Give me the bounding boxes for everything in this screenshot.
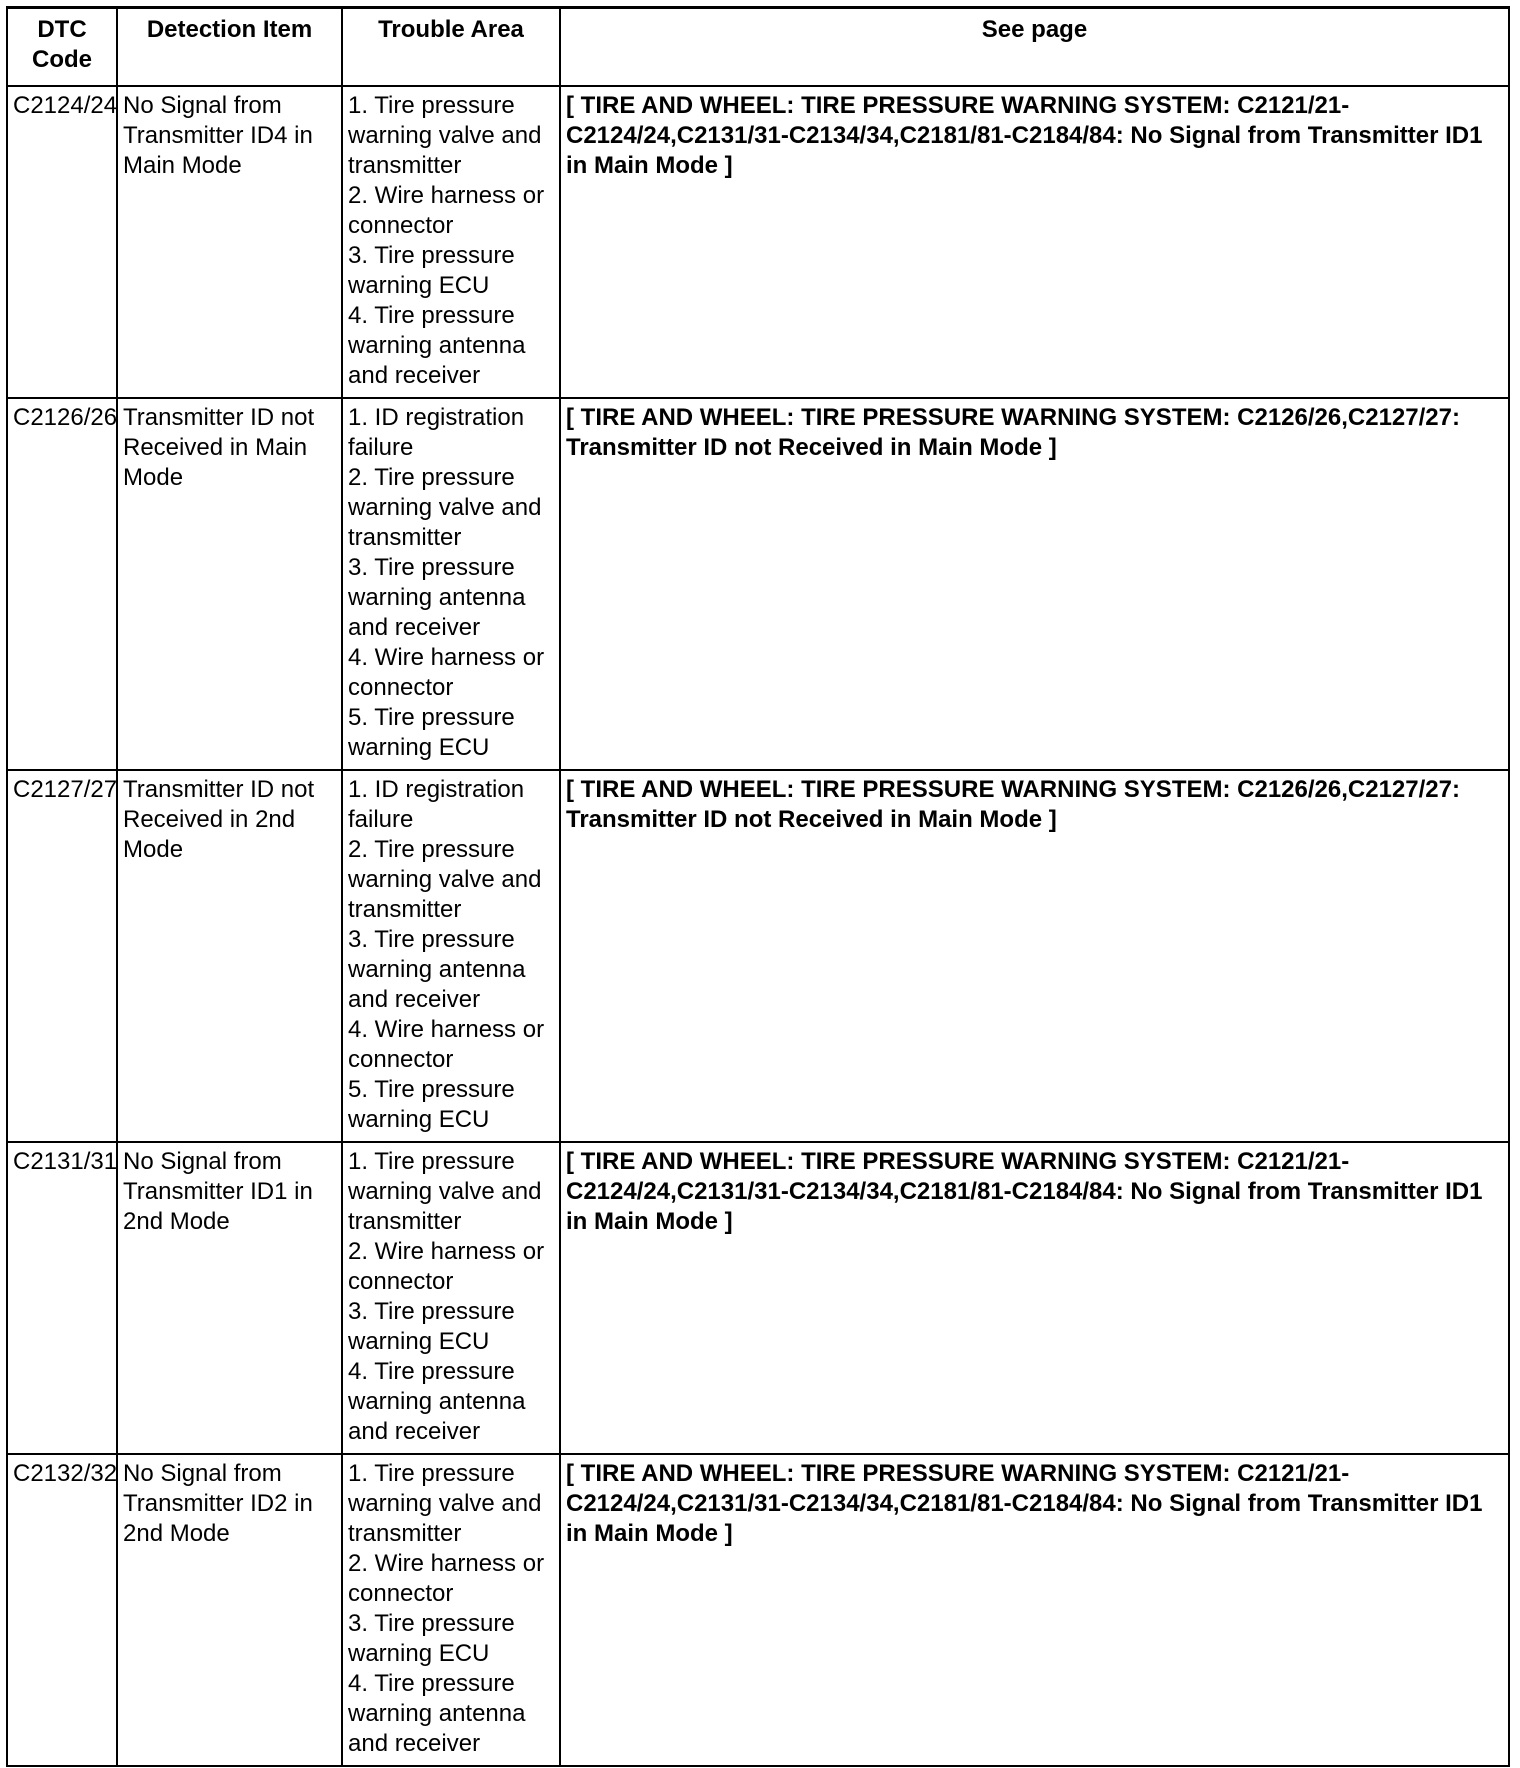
dtc-code-cell: C2126/26 (7, 398, 117, 770)
trouble-area-item: 4. Wire harness or connector (348, 644, 545, 701)
trouble-area-item: 4. Tire pressure warning antenna and receiver (348, 1670, 526, 1757)
trouble-area-item: 1. Tire pressure warning valve and transmitter (348, 1460, 542, 1547)
dtc-code-cell: C2127/27 (7, 770, 117, 1142)
dtc-table (6, 6, 1510, 1767)
detection-item-cell: No Signal from Transmitter ID1 in 2nd Mode (117, 1142, 342, 1454)
trouble-area-item: 2. Tire pressure warning valve and transmitter (348, 464, 542, 551)
detection-item-cell: No Signal from Transmitter ID2 in 2nd Mode (117, 1454, 342, 1766)
table-row (7, 398, 1509, 770)
trouble-area-item: 1. ID registration failure (348, 404, 525, 461)
trouble-area-item: 3. Tire pressure warning antenna and receiver (348, 554, 526, 641)
dtc-code-cell: C2124/24 (7, 86, 117, 398)
see-page-link[interactable]: [ TIRE AND WHEEL: TIRE PRESSURE WARNING SYSTEM: C2121/21-C2124/24,C2131/31-C2134/34,C2181/81-C2184/84: No Signal from Transmitter ID1 in Main Mode ] (560, 86, 1509, 398)
trouble-area-item: 3. Tire pressure warning ECU (348, 242, 515, 299)
trouble-area-item: 5. Tire pressure warning ECU (348, 704, 515, 761)
see-page-link[interactable]: [ TIRE AND WHEEL: TIRE PRESSURE WARNING SYSTEM: C2121/21-C2124/24,C2131/31-C2134/34,C2181/81-C2184/84: No Signal from Transmitter ID1 in Main Mode ] (560, 1454, 1509, 1766)
trouble-area-item: 5. Tire pressure warning ECU (348, 1076, 515, 1133)
table-header (7, 8, 1509, 87)
trouble-area-item: 4. Tire pressure warning antenna and receiver (348, 1358, 526, 1445)
see-page-link[interactable]: [ TIRE AND WHEEL: TIRE PRESSURE WARNING SYSTEM: C2126/26,C2127/27: Transmitter ID not Received in Main Mode ] (560, 398, 1509, 770)
trouble-area-cell (342, 1142, 560, 1454)
table-row (7, 1454, 1509, 1766)
table-row (7, 770, 1509, 1142)
trouble-area-item: 1. Tire pressure warning valve and transmitter (348, 1148, 542, 1235)
header-detection-item: Detection Item (117, 8, 342, 87)
see-page-link[interactable]: [ TIRE AND WHEEL: TIRE PRESSURE WARNING SYSTEM: C2121/21-C2124/24,C2131/31-C2134/34,C2181/81-C2184/84: No Signal from Transmitter ID1 in Main Mode ] (560, 1142, 1509, 1454)
trouble-area-cell (342, 1454, 560, 1766)
trouble-area-item: 2. Wire harness or connector (348, 1550, 545, 1607)
trouble-area-item: 2. Wire harness or connector (348, 182, 545, 239)
header-trouble-area: Trouble Area (342, 8, 560, 87)
trouble-area-item: 1. Tire pressure warning valve and transmitter (348, 92, 542, 179)
trouble-area-cell (342, 398, 560, 770)
trouble-area-item: 4. Tire pressure warning antenna and receiver (348, 302, 526, 389)
header-dtc-code: DTC Code (7, 8, 117, 87)
table-body (7, 86, 1509, 1766)
header-see-page: See page (560, 8, 1509, 87)
detection-item-cell: Transmitter ID not Received in 2nd Mode (117, 770, 342, 1142)
trouble-area-cell (342, 770, 560, 1142)
table-row (7, 86, 1509, 398)
trouble-area-item: 3. Tire pressure warning ECU (348, 1610, 515, 1667)
trouble-area-item: 2. Wire harness or connector (348, 1238, 545, 1295)
table-row (7, 1142, 1509, 1454)
trouble-area-item: 3. Tire pressure warning antenna and receiver (348, 926, 526, 1013)
see-page-link[interactable]: [ TIRE AND WHEEL: TIRE PRESSURE WARNING SYSTEM: C2126/26,C2127/27: Transmitter ID not Received in Main Mode ] (560, 770, 1509, 1142)
trouble-area-item: 1. ID registration failure (348, 776, 525, 833)
dtc-code-cell: C2131/31 (7, 1142, 117, 1454)
trouble-area-item: 3. Tire pressure warning ECU (348, 1298, 515, 1355)
detection-item-cell: Transmitter ID not Received in Main Mode (117, 398, 342, 770)
dtc-code-cell: C2132/32 (7, 1454, 117, 1766)
detection-item-cell: No Signal from Transmitter ID4 in Main Mode (117, 86, 342, 398)
header-row (7, 8, 1509, 87)
trouble-area-cell (342, 86, 560, 398)
trouble-area-item: 4. Wire harness or connector (348, 1016, 545, 1073)
trouble-area-item: 2. Tire pressure warning valve and transmitter (348, 836, 542, 923)
